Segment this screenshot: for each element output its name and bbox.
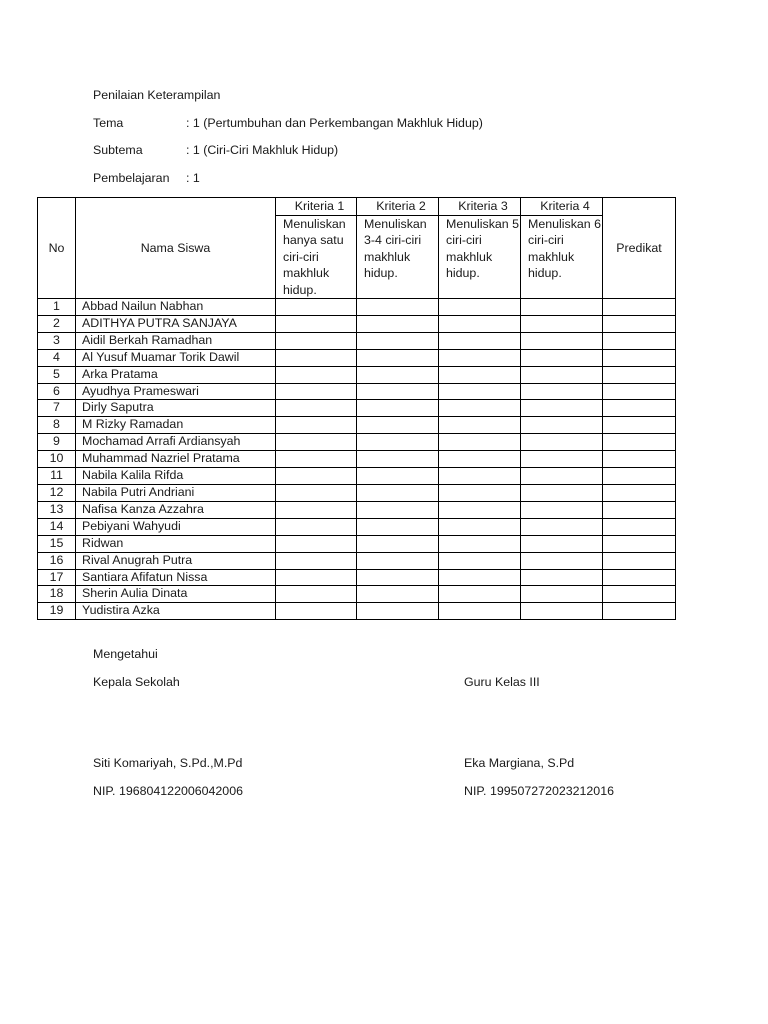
score-cell-kriteria-2 <box>357 434 439 451</box>
column-header-kriteria-1: Kriteria 1 <box>276 198 357 216</box>
row-number: 14 <box>38 518 76 535</box>
score-cell-kriteria-3 <box>439 434 521 451</box>
student-name: Al Yusuf Muamar Torik Dawil <box>76 349 276 366</box>
predikat-cell <box>603 484 676 501</box>
row-number: 4 <box>38 349 76 366</box>
table-header-row <box>38 198 676 216</box>
row-number: 10 <box>38 451 76 468</box>
field-pembelajaran-label: Pembelajaran <box>93 171 170 185</box>
table-row <box>38 315 676 332</box>
predikat-cell <box>603 569 676 586</box>
row-number: 15 <box>38 535 76 552</box>
score-cell-kriteria-3 <box>439 383 521 400</box>
score-cell-kriteria-4 <box>521 366 603 383</box>
row-number: 9 <box>38 434 76 451</box>
score-cell-kriteria-1 <box>276 332 357 349</box>
student-name: Sherin Aulia Dinata <box>76 586 276 603</box>
score-cell-kriteria-3 <box>439 349 521 366</box>
student-name: Rival Anugrah Putra <box>76 552 276 569</box>
column-header-predikat: Predikat <box>603 198 676 299</box>
score-cell-kriteria-4 <box>521 468 603 485</box>
table-row <box>38 535 676 552</box>
predikat-cell <box>603 468 676 485</box>
row-number: 11 <box>38 468 76 485</box>
score-cell-kriteria-1 <box>276 451 357 468</box>
score-cell-kriteria-3 <box>439 535 521 552</box>
column-header-kriteria-4: Kriteria 4 <box>521 198 603 216</box>
student-name: Arka Pratama <box>76 366 276 383</box>
row-number: 1 <box>38 299 76 316</box>
student-name: Pebiyani Wahyudi <box>76 518 276 535</box>
table-row <box>38 552 676 569</box>
score-cell-kriteria-2 <box>357 501 439 518</box>
table-row <box>38 451 676 468</box>
score-cell-kriteria-3 <box>439 586 521 603</box>
predikat-cell <box>603 315 676 332</box>
student-name: Ridwan <box>76 535 276 552</box>
row-number: 16 <box>38 552 76 569</box>
score-cell-kriteria-1 <box>276 434 357 451</box>
score-cell-kriteria-2 <box>357 315 439 332</box>
score-cell-kriteria-3 <box>439 484 521 501</box>
score-cell-kriteria-4 <box>521 451 603 468</box>
student-name: Abbad Nailun Nabhan <box>76 299 276 316</box>
predikat-cell <box>603 603 676 620</box>
score-cell-kriteria-4 <box>521 417 603 434</box>
student-name: Nabila Kalila Rifda <box>76 468 276 485</box>
predikat-cell <box>603 400 676 417</box>
student-name: Dirly Saputra <box>76 400 276 417</box>
score-cell-kriteria-1 <box>276 349 357 366</box>
predikat-cell <box>603 434 676 451</box>
table-row <box>38 349 676 366</box>
score-cell-kriteria-1 <box>276 400 357 417</box>
score-cell-kriteria-3 <box>439 468 521 485</box>
criteria-desc-3: Menuliskan 5 ciri-ciri makhluk hidup. <box>439 215 521 299</box>
predikat-cell <box>603 586 676 603</box>
student-name: Nabila Putri Andriani <box>76 484 276 501</box>
score-cell-kriteria-2 <box>357 299 439 316</box>
score-cell-kriteria-1 <box>276 586 357 603</box>
score-cell-kriteria-1 <box>276 417 357 434</box>
principal-nip: NIP. 196804122006042006 <box>93 784 243 798</box>
predikat-cell <box>603 417 676 434</box>
score-cell-kriteria-3 <box>439 299 521 316</box>
table-row <box>38 518 676 535</box>
score-cell-kriteria-1 <box>276 299 357 316</box>
score-cell-kriteria-1 <box>276 383 357 400</box>
score-cell-kriteria-2 <box>357 349 439 366</box>
score-cell-kriteria-4 <box>521 552 603 569</box>
table-row <box>38 501 676 518</box>
score-cell-kriteria-2 <box>357 468 439 485</box>
predikat-cell <box>603 383 676 400</box>
score-cell-kriteria-3 <box>439 552 521 569</box>
criteria-desc-2: Menuliskan 3-4 ciri-ciri makhluk hidup. <box>357 215 439 299</box>
score-cell-kriteria-2 <box>357 400 439 417</box>
student-name: M Rizky Ramadan <box>76 417 276 434</box>
predikat-cell <box>603 332 676 349</box>
predikat-cell <box>603 535 676 552</box>
table-row <box>38 468 676 485</box>
predikat-cell <box>603 518 676 535</box>
field-tema-value: : 1 (Pertumbuhan dan Perkembangan Makhluk Hidup) <box>186 116 483 130</box>
score-cell-kriteria-2 <box>357 383 439 400</box>
score-cell-kriteria-1 <box>276 484 357 501</box>
score-cell-kriteria-2 <box>357 366 439 383</box>
column-header-kriteria-3: Kriteria 3 <box>439 198 521 216</box>
table-row <box>38 332 676 349</box>
teacher-role: Guru Kelas III <box>464 675 540 689</box>
predikat-cell <box>603 501 676 518</box>
score-cell-kriteria-4 <box>521 586 603 603</box>
field-subtema <box>93 143 338 157</box>
score-cell-kriteria-1 <box>276 535 357 552</box>
student-name: Mochamad Arrafi Ardiansyah <box>76 434 276 451</box>
score-cell-kriteria-2 <box>357 603 439 620</box>
score-cell-kriteria-2 <box>357 451 439 468</box>
score-cell-kriteria-4 <box>521 400 603 417</box>
predikat-cell <box>603 349 676 366</box>
criteria-desc-1: Menuliskan hanya satu ciri-ciri makhluk hidup. <box>276 215 357 299</box>
score-cell-kriteria-4 <box>521 299 603 316</box>
score-cell-kriteria-3 <box>439 315 521 332</box>
row-number: 17 <box>38 569 76 586</box>
score-cell-kriteria-3 <box>439 451 521 468</box>
student-name: ADITHYA PUTRA SANJAYA <box>76 315 276 332</box>
score-cell-kriteria-2 <box>357 535 439 552</box>
score-cell-kriteria-1 <box>276 468 357 485</box>
student-name: Santiara Afifatun Nissa <box>76 569 276 586</box>
teacher-name: Eka Margiana, S.Pd <box>464 756 575 770</box>
score-cell-kriteria-3 <box>439 366 521 383</box>
student-name: Nafisa Kanza Azzahra <box>76 501 276 518</box>
table-row <box>38 299 676 316</box>
criteria-desc-4: Menuliskan 6 ciri-ciri makhluk hidup. <box>521 215 603 299</box>
predikat-cell <box>603 366 676 383</box>
table-row <box>38 417 676 434</box>
student-name: Muhammad Nazriel Pratama <box>76 451 276 468</box>
table-row <box>38 434 676 451</box>
row-number: 2 <box>38 315 76 332</box>
student-name: Yudistira Azka <box>76 603 276 620</box>
score-cell-kriteria-2 <box>357 552 439 569</box>
score-cell-kriteria-4 <box>521 434 603 451</box>
score-cell-kriteria-4 <box>521 569 603 586</box>
row-number: 18 <box>38 586 76 603</box>
principal-role: Kepala Sekolah <box>93 675 180 689</box>
row-number: 8 <box>38 417 76 434</box>
table-row <box>38 603 676 620</box>
column-header-kriteria-2: Kriteria 2 <box>357 198 439 216</box>
student-name: Aidil Berkah Ramadhan <box>76 332 276 349</box>
field-pembelajaran <box>93 171 200 185</box>
score-cell-kriteria-2 <box>357 484 439 501</box>
score-cell-kriteria-2 <box>357 569 439 586</box>
score-cell-kriteria-4 <box>521 349 603 366</box>
table-row <box>38 484 676 501</box>
student-name: Ayudhya Prameswari <box>76 383 276 400</box>
score-cell-kriteria-4 <box>521 603 603 620</box>
score-cell-kriteria-1 <box>276 501 357 518</box>
score-cell-kriteria-3 <box>439 518 521 535</box>
score-cell-kriteria-3 <box>439 400 521 417</box>
row-number: 5 <box>38 366 76 383</box>
predikat-cell <box>603 552 676 569</box>
assessment-table <box>37 197 676 620</box>
teacher-nip: NIP. 199507272023212016 <box>464 784 614 798</box>
column-header-nama-siswa: Nama Siswa <box>76 198 276 299</box>
predikat-cell <box>603 299 676 316</box>
acknowledge-label: Mengetahui <box>93 647 158 661</box>
field-tema-label: Tema <box>93 116 124 130</box>
score-cell-kriteria-1 <box>276 603 357 620</box>
score-cell-kriteria-4 <box>521 518 603 535</box>
score-cell-kriteria-2 <box>357 332 439 349</box>
score-cell-kriteria-3 <box>439 332 521 349</box>
row-number: 7 <box>38 400 76 417</box>
score-cell-kriteria-1 <box>276 569 357 586</box>
field-subtema-label: Subtema <box>93 143 143 157</box>
score-cell-kriteria-4 <box>521 535 603 552</box>
principal-name: Siti Komariyah, S.Pd.,M.Pd <box>93 756 243 770</box>
table-row <box>38 586 676 603</box>
row-number: 3 <box>38 332 76 349</box>
score-cell-kriteria-1 <box>276 366 357 383</box>
score-cell-kriteria-4 <box>521 484 603 501</box>
table-row <box>38 383 676 400</box>
score-cell-kriteria-4 <box>521 315 603 332</box>
score-cell-kriteria-4 <box>521 383 603 400</box>
document-title: Penilaian Keterampilan <box>93 88 221 102</box>
field-subtema-value: : 1 (Ciri-Ciri Makhluk Hidup) <box>186 143 339 157</box>
field-tema <box>93 116 483 130</box>
table-row <box>38 569 676 586</box>
score-cell-kriteria-2 <box>357 417 439 434</box>
score-cell-kriteria-1 <box>276 315 357 332</box>
row-number: 6 <box>38 383 76 400</box>
column-header-no: No <box>38 198 76 299</box>
score-cell-kriteria-3 <box>439 501 521 518</box>
score-cell-kriteria-1 <box>276 518 357 535</box>
table-row <box>38 400 676 417</box>
row-number: 12 <box>38 484 76 501</box>
score-cell-kriteria-4 <box>521 501 603 518</box>
score-cell-kriteria-3 <box>439 417 521 434</box>
row-number: 13 <box>38 501 76 518</box>
table-row <box>38 366 676 383</box>
score-cell-kriteria-2 <box>357 586 439 603</box>
score-cell-kriteria-1 <box>276 552 357 569</box>
score-cell-kriteria-2 <box>357 518 439 535</box>
score-cell-kriteria-4 <box>521 332 603 349</box>
predikat-cell <box>603 451 676 468</box>
field-pembelajaran-value: : 1 <box>186 171 200 185</box>
score-cell-kriteria-3 <box>439 603 521 620</box>
score-cell-kriteria-3 <box>439 569 521 586</box>
row-number: 19 <box>38 603 76 620</box>
